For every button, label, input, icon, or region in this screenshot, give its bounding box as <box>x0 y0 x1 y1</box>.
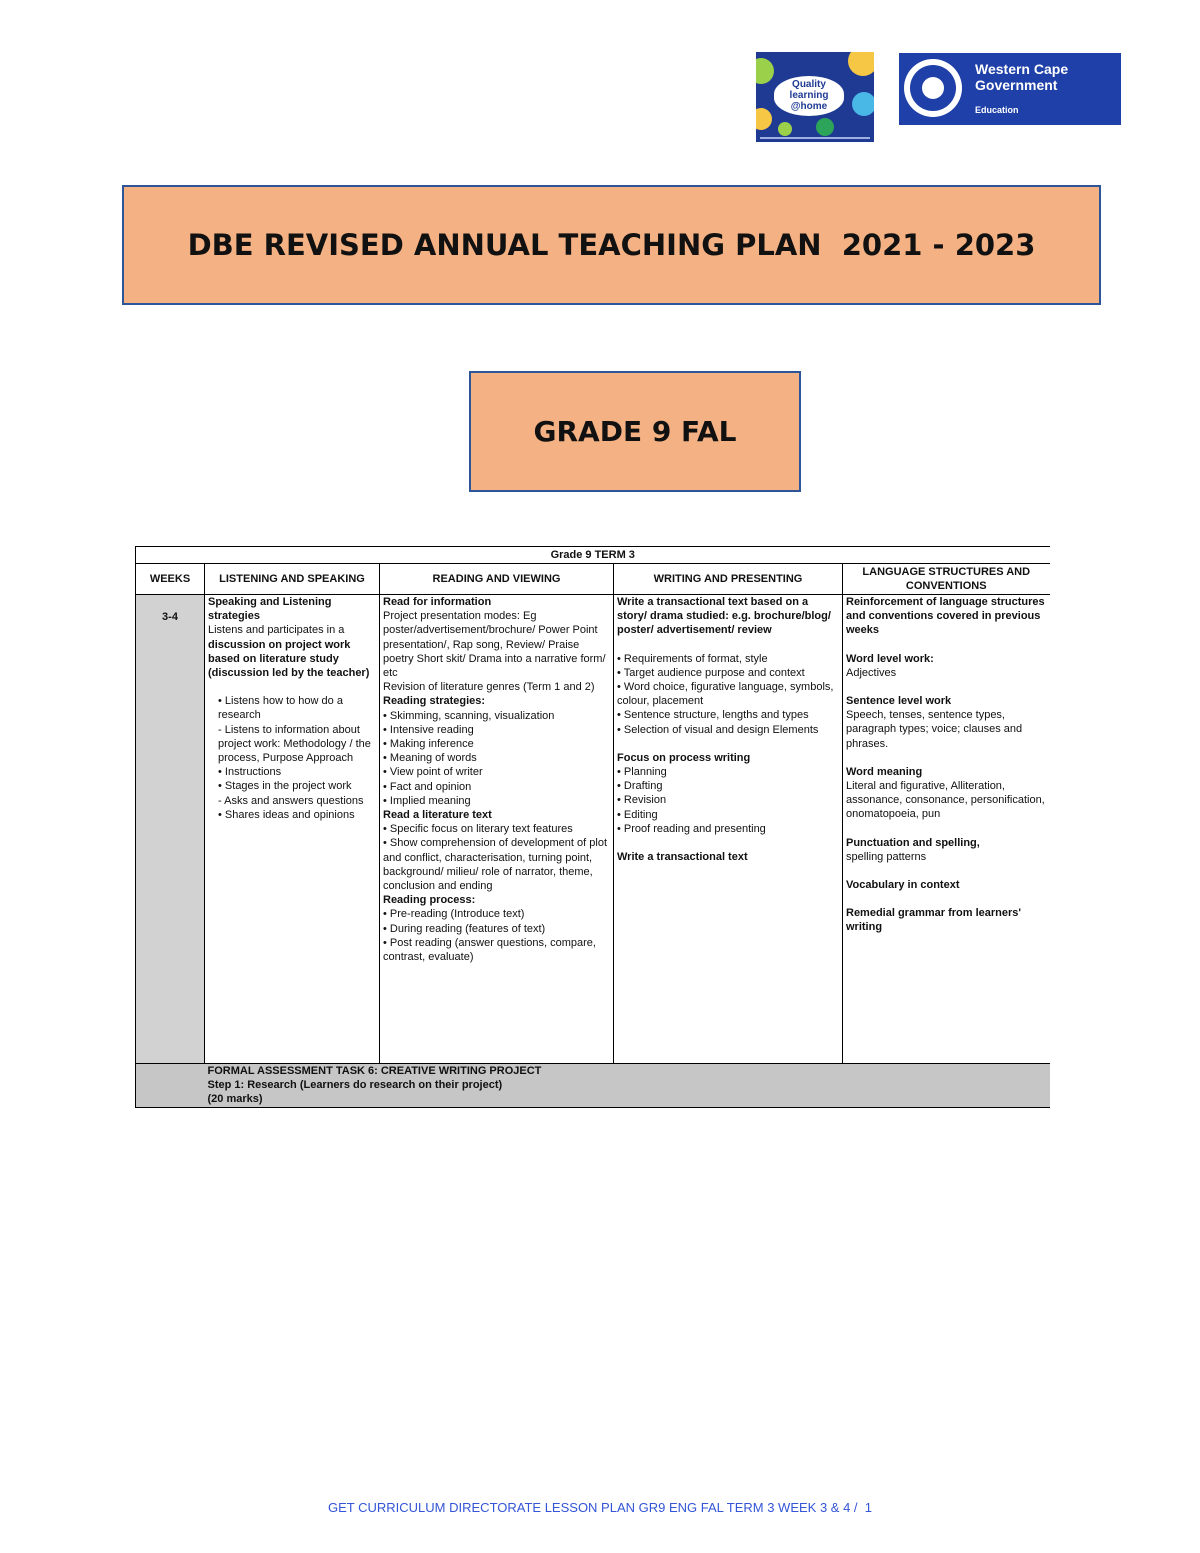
list-item: • Planning <box>617 766 667 779</box>
header-language: LANGUAGE STRUCTURES AND CONVENTIONS <box>843 564 1050 595</box>
language-cell <box>843 595 1050 1064</box>
listening-intro: Listens and participates in a <box>208 624 345 637</box>
language-heading: Vocabulary in context <box>846 879 960 892</box>
list-item: • Implied meaning <box>383 794 471 807</box>
logo-dot <box>848 52 874 76</box>
header-writing: WRITING AND PRESENTING <box>614 564 843 595</box>
list-item: • Post reading (answer questions, compare, contrast, evaluate) <box>383 936 596 964</box>
reading-text: Revision of literature genres (Term 1 and 2) <box>383 681 595 694</box>
language-heading: Word level work: <box>846 652 934 665</box>
list-item: • Pre-reading (Introduce text) <box>383 908 525 921</box>
language-heading: Punctuation and spelling, <box>846 836 980 849</box>
reading-heading: Reading process: <box>383 894 476 907</box>
list-item: • Meaning of words <box>383 752 477 765</box>
assessment-marks: (20 marks) <box>207 1093 263 1106</box>
language-text: spelling patterns <box>846 850 927 863</box>
header-reading: READING AND VIEWING <box>380 564 614 595</box>
reading-heading: Read for information <box>383 596 492 608</box>
assessment-title: FORMAL ASSESSMENT TASK 6: CREATIVE WRITING PROJECT <box>207 1065 542 1077</box>
list-item: • Show comprehension of development of plot and conflict, characterisation, turning point, background/ milieu/ role of narrator, theme, conclusion and ending <box>383 837 607 893</box>
reading-heading: Reading strategies: <box>383 695 486 708</box>
language-text: Adjectives <box>846 666 897 679</box>
list-item: • Specific focus on literary text features <box>383 823 573 836</box>
list-item: • Drafting <box>617 780 663 793</box>
reading-cell <box>380 595 614 1064</box>
header-weeks: WEEKS <box>136 564 205 595</box>
list-item: • Editing <box>617 808 658 821</box>
coat-of-arms-icon <box>904 59 962 117</box>
list-item: • Target audience purpose and context <box>617 666 805 679</box>
logo-dot <box>816 118 834 136</box>
grade-title: GRADE 9 FAL <box>469 371 801 492</box>
assessment-task-cell <box>205 1064 1050 1108</box>
teaching-plan-table <box>135 546 1050 1108</box>
logo-dot <box>778 122 792 136</box>
list-item: • Revision <box>617 794 667 807</box>
logo-dot <box>756 108 772 130</box>
writing-heading: Focus on process writing <box>617 751 751 764</box>
header-listening: LISTENING AND SPEAKING <box>205 564 380 595</box>
list-item: • During reading (features of text) <box>383 922 546 935</box>
logo-text: Quality learning @home <box>774 76 844 116</box>
page-footer: GET CURRICULUM DIRECTORATE LESSON PLAN GR9 ENG FAL TERM 3 WEEK 3 & 4 / 1 <box>328 1500 872 1515</box>
language-heading: Word meaning <box>846 765 923 778</box>
list-item: • Requirements of format, style <box>617 652 768 665</box>
list-item: - Asks and answers questions <box>218 794 364 807</box>
list-item: • Fact and opinion <box>383 780 472 793</box>
logo-line-1: Western Cape <box>975 61 1069 77</box>
listening-heading: Speaking and Listening strategies <box>208 596 332 623</box>
logo-dot <box>852 92 874 116</box>
logo-line-3: Education <box>975 105 1019 115</box>
language-text: Literal and figurative, Alliteration, assonance, consonance, personification, onomatopoeia, pun <box>846 780 1045 821</box>
list-item: • Skimming, scanning, visualization <box>383 709 555 722</box>
list-item: • Shares ideas and opinions <box>218 808 355 821</box>
list-item: - Listens to information about project work: Methodology / the process, Purpose Approach <box>218 723 371 765</box>
logo-fine-print <box>760 137 870 139</box>
list-item: • Proof reading and presenting <box>617 822 766 835</box>
weeks-value: 3-4 <box>162 610 178 623</box>
footer-weeks-cell <box>136 1064 205 1108</box>
language-heading: Remedial grammar from learners' writing <box>846 907 1022 934</box>
logo-line-2: Government <box>975 77 1058 93</box>
list-item: • Sentence structure, lengths and types <box>617 709 809 722</box>
reading-text: Project presentation modes: Eg poster/advertisement/brochure/ Power Point presentation/, Rap song, Review/ Praise poetry Short skit/ Drama into a narrative form/ etc <box>383 610 606 680</box>
listening-intro-bold: discussion on project work based on literature study (discussion led by the teacher) <box>208 638 370 680</box>
listening-cell <box>205 595 380 1064</box>
term-title: Grade 9 TERM 3 <box>136 547 1050 564</box>
list-item: • Instructions <box>218 766 282 779</box>
list-item: • Selection of visual and design Elements <box>617 723 819 736</box>
list-item: • Word choice, figurative language, symbols, colour, placement <box>617 681 834 708</box>
list-item: • View point of writer <box>383 766 483 779</box>
weeks-cell <box>136 595 205 1064</box>
writing-cell <box>614 595 843 1064</box>
language-heading: Sentence level work <box>846 695 952 708</box>
list-item: • Listens how to how do a research <box>218 695 343 722</box>
assessment-step: Step 1: Research (Learners do research on their project) <box>207 1079 503 1092</box>
quality-learning-home-logo <box>756 52 874 142</box>
document-title: DBE REVISED ANNUAL TEACHING PLAN 2021 - 2023 <box>122 185 1101 305</box>
language-heading: Reinforcement of language structures and conventions covered in previous weeks <box>846 596 1045 637</box>
writing-heading: Write a transactional text based on a story/ drama studied: e.g. brochure/blog/ poster/ advertisement/ review <box>617 596 831 637</box>
western-cape-government-logo <box>899 53 1121 125</box>
list-item: • Making inference <box>383 738 474 751</box>
list-item: • Stages in the project work <box>218 780 352 793</box>
logo-dot <box>756 58 774 84</box>
language-text: Speech, tenses, sentence types, paragraph types; voice; clauses and phrases. <box>846 709 1023 750</box>
writing-heading: Write a transactional text <box>617 851 748 864</box>
list-item: • Intensive reading <box>383 723 474 736</box>
reading-heading: Read a literature text <box>383 809 492 822</box>
